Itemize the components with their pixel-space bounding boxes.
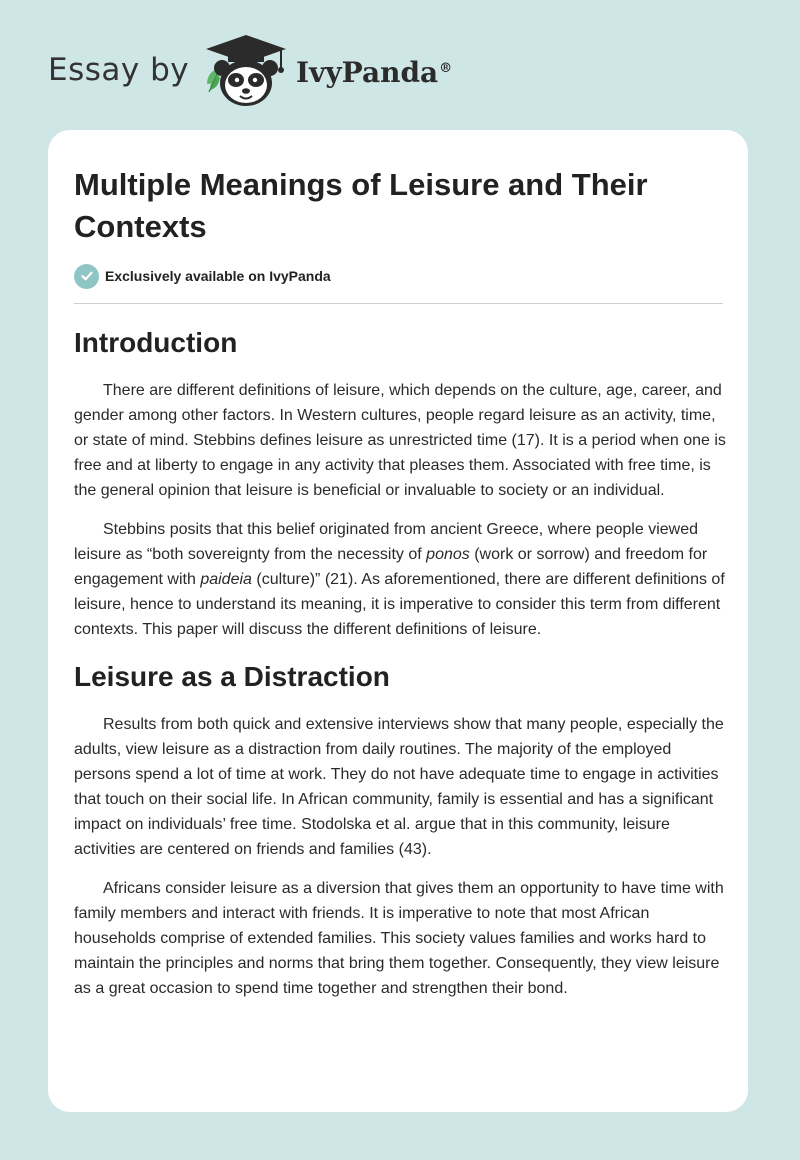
brand-name-text: IvyPanda [296, 56, 439, 89]
title-divider [74, 303, 723, 304]
page-title: Multiple Meanings of Leisure and Their Contexts [74, 167, 648, 244]
paragraph-text: Stebbins posits that this belief originated from ancient Greece, where people viewed leisure as “both sovereignty from the necessity of [74, 521, 699, 563]
badge-label: Exclusively available on IvyPanda [105, 268, 331, 284]
italic-term: ponos [426, 546, 470, 563]
paragraph: Africans consider leisure as a diversion that gives them an opportunity to have time with family members and interact with friends. It is imperative to note that most African households comprise of extended families. This society values families and works hard to maintain the principles and norms that bring them together. Consequently, they view leisure as a great occasion to spend time together and strengthen their bond. [74, 880, 724, 997]
check-circle-icon [74, 264, 99, 289]
essay-card [48, 130, 748, 1112]
essay-by-label: Essay by [48, 52, 190, 88]
panda-graduate-icon [201, 32, 291, 110]
essay-body [74, 322, 726, 1015]
italic-term: paideia [200, 571, 252, 588]
paragraph-text: (work or sorrow) and freedom for engagement with [74, 546, 708, 588]
site-header [0, 0, 800, 130]
paragraph [74, 517, 726, 642]
paragraph-text: (culture)” (21). As aforementioned, there are different definitions of leisure, hence to understand its meaning, it is imperative to consider this term from different contexts. This paper will discuss the different definitions of leisure. [74, 571, 725, 638]
section-heading-introduction: Introduction [74, 327, 238, 358]
paragraph: Results from both quick and extensive interviews show that many people, especially the adults, view leisure as a distraction from daily routines. The majority of the employed persons spend a lot of time at work. They do not have adequate time to engage in activities that touch on their social life. In African community, family is essential and has a significant impact on individuals’ free time. Stodolska et al. argue that in this community, leisure activities are centered on friends and families (43). [74, 716, 724, 858]
availability-badge [74, 263, 331, 289]
brand-name [296, 54, 452, 92]
section-heading-distraction: Leisure as a Distraction [74, 661, 390, 692]
registered-mark: ® [439, 61, 453, 76]
paragraph: There are different definitions of leisure, which depends on the culture, age, career, and gender among other factors. In Western cultures, people regard leisure as an activity, time, or state of mind. Stebbins defines leisure as unrestricted time (17). It is a period when one is free and at liberty to engage in any activity that pleases them. Associated with free time, is the general opinion that leisure is beneficial or invaluable to society or an individual. [74, 382, 726, 499]
